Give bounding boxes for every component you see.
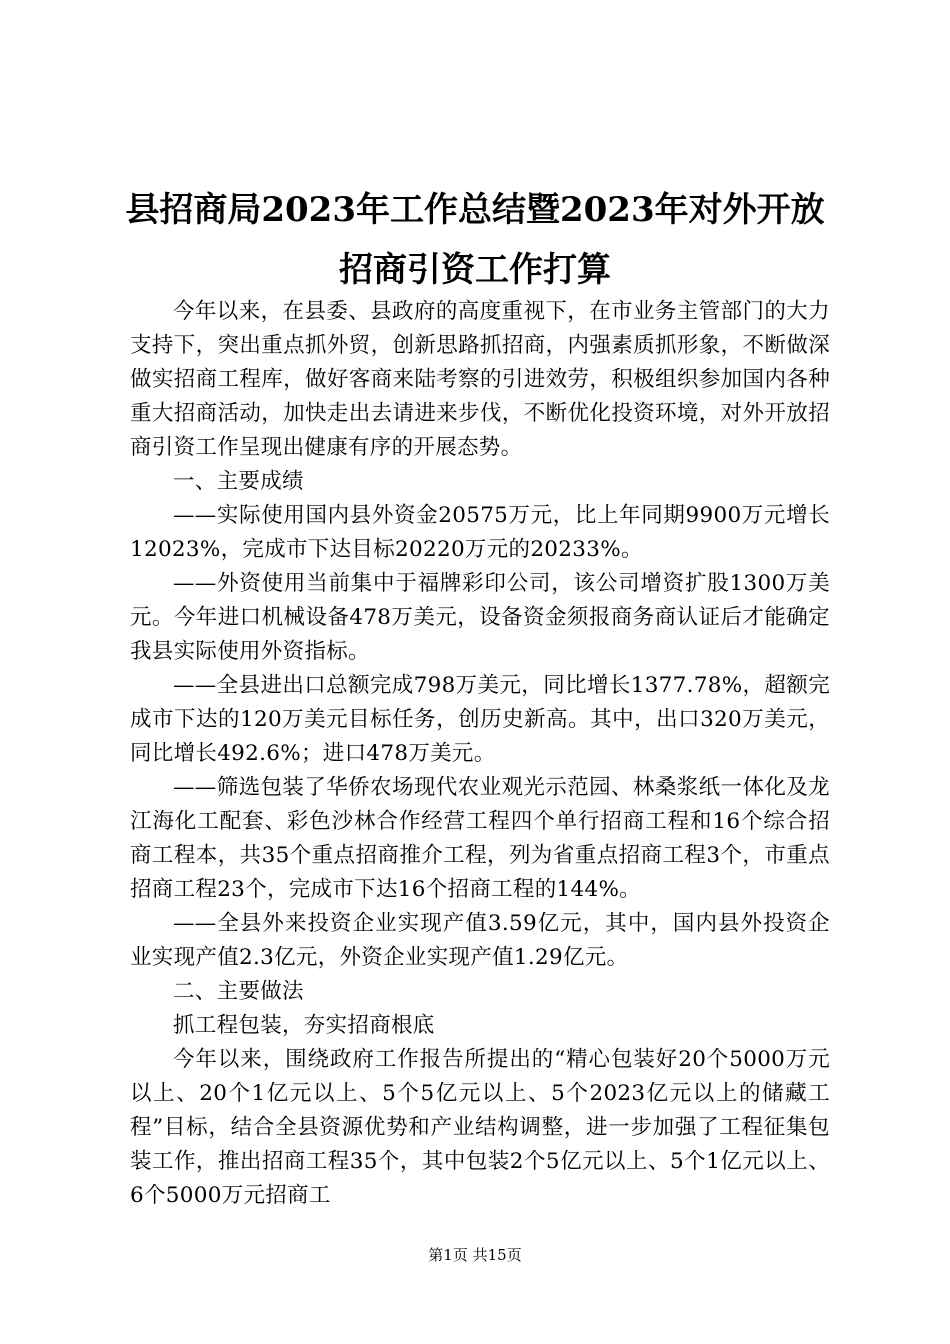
document-title-line-2: 招商引资工作打算 [339, 250, 611, 290]
document-body [130, 295, 830, 1213]
paragraph-intro: 今年以来，在县委、县政府的高度重视下，在市业务主管部门的大力支持下，突出重点抓外贸，创新思路抓招商，内强素质抓形象，不断做深做实招商工程库，做好客商来陆考察的引进效劳，积极组织参加国内各种重大招商活动，加快走出去请进来步伐，不断优化投资环境，对外开放招商引资工作呈现出健康有序的开展态势。 [130, 299, 830, 460]
paragraph-project-packaging: 今年以来，围绕政府工作报告所提出的“精心包装好20个5000万元以上、20个1亿元以上、5个5亿元以上、5个2023亿元以上的储藏工程”目标，结合全县资源优势和产业结构调整，进一步加强了工程征集包装工作，推出招商工程35个，其中包装2个5亿元以上、5个1亿元以上、6个5000万元招商工 [130, 1047, 830, 1208]
subheading-project-packaging: 抓工程包装，夯实招商根底 [173, 1013, 435, 1038]
paragraph-output-value: ——全县外来投资企业实现产值3.59亿元，其中，国内县外投资企业实现产值2.3亿元，外资企业实现产值1.29亿元。 [130, 911, 830, 970]
paragraph-foreign-capital: ——外资使用当前集中于福牌彩印公司，该公司增资扩股1300万美元。今年进口机械设备478万美元，设备资金须报商务商认证后才能确定我县实际使用外资指标。 [130, 571, 830, 664]
paragraph-domestic-capital: ——实际使用国内县外资金20575万元，比上年同期9900万元增长12023%，完成市下达目标20220万元的20233%。 [130, 503, 830, 562]
section-heading-achievements: 一、主要成绩 [173, 469, 304, 494]
section-heading-methods: 二、主要做法 [173, 979, 304, 1004]
paragraph-import-export: ——全县进出口总额完成798万美元，同比增长1377.78%，超额完成市下达的120万美元目标任务，创历史新高。其中，出口320万美元，同比增长492.6%；进口478万美元。 [130, 673, 830, 766]
page-footer: 第1页 共15页 [428, 1246, 522, 1264]
paragraph-projects: ——筛选包装了华侨农场现代农业观光示范园、林桑浆纸一体化及龙江海化工配套、彩色沙林合作经营工程四个单行招商工程和16个综合招商工程本，共35个重点招商推介工程，列为省重点招商工程3个，市重点招商工程23个，完成市下达16个招商工程的144%。 [130, 775, 830, 902]
document-title-line-1: 县招商局2023年工作总结暨2023年对外开放 [125, 190, 825, 230]
